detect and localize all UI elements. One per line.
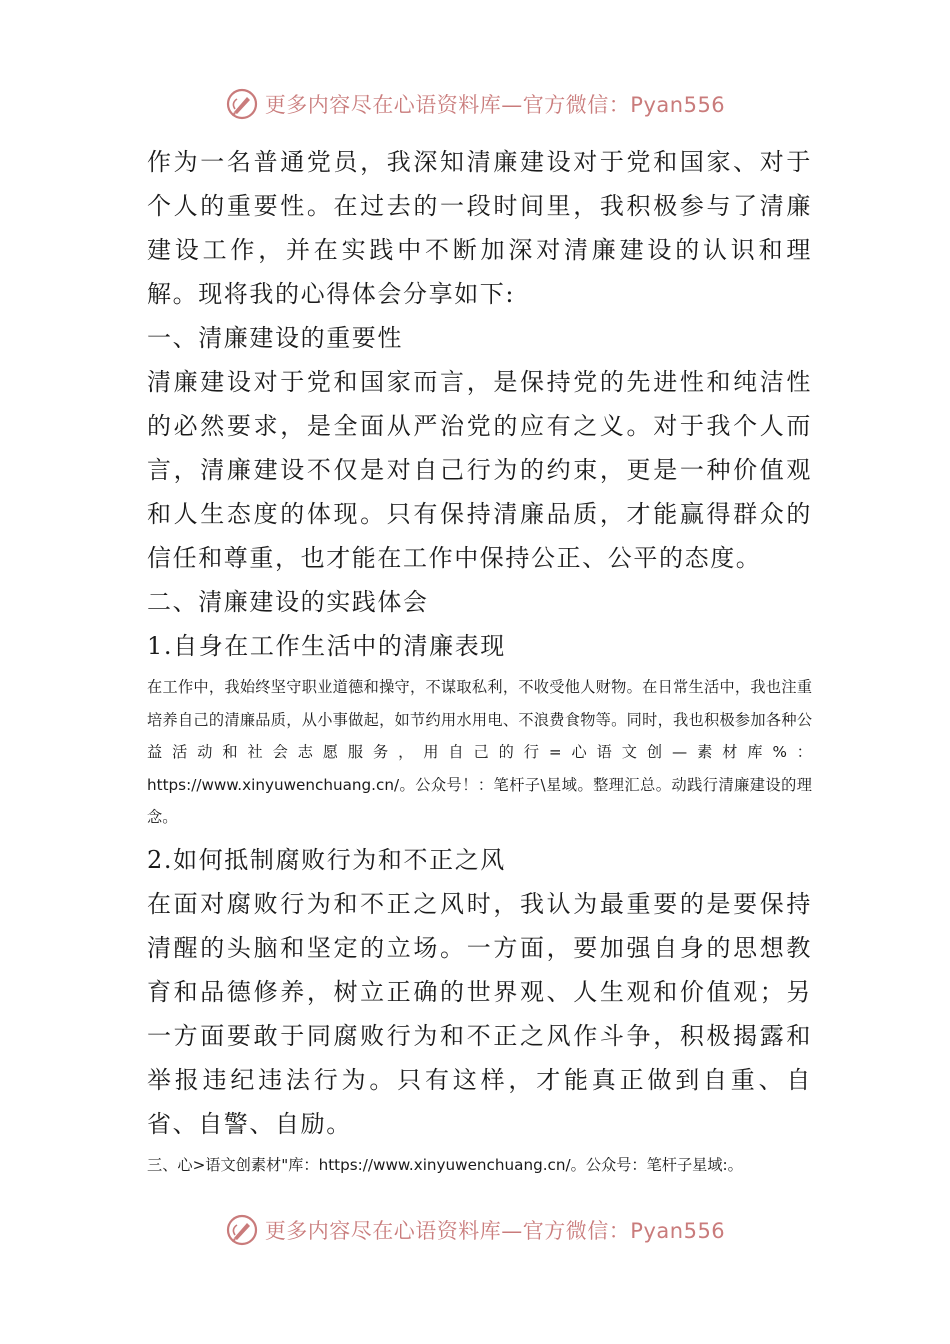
intro-paragraph: 作为一名普通党员，我深知清廉建设对于党和国家、对于个人的重要性。在过去的一段时间里，我积极参与了清廉建设工作，并在实践中不断加深对清廉建设的认识和理解。现将我的心得体会分享如下: xyxy=(147,148,812,308)
document-body xyxy=(147,140,812,1185)
section1-paragraph: 清廉建设对于党和国家而言，是保持党的先进性和纯洁性的必然要求，是全面从严治党的应有之义。对于我个人而言，清廉建设不仅是对自己行为的约束，更是一种价值观和人生态度的体现。只有保持清廉品质，才能赢得群众的信任和尊重，也才能在工作中保持公正、公平的态度。 xyxy=(147,368,812,572)
section3-line: 三、心>语文创素材"库：https://www.xinyuwenchuang.cn/。公众号：笔杆子星域:。 xyxy=(147,1155,743,1174)
section2-heading: 二、清廉建设的实践体会 xyxy=(147,588,429,616)
pen-circle-logo-icon xyxy=(225,1213,259,1247)
subsection2-paragraph: 在面对腐败行为和不正之风时，我认为最重要的是要保持清醒的头脑和坚定的立场。一方面，要加强自身的思想教育和品德修养，树立正确的世界观、人生观和价值观；另一方面要敢于同腐败行为和不正之风作斗争，积极揭露和举报违纪违法行为。只有这样，才能真正做到自重、自省、自警、自励。 xyxy=(147,889,812,1138)
subsection2-heading: 2.如何抵制腐败行为和不正之风 xyxy=(147,845,506,874)
subsection1-paragraph: 在工作中，我始终坚守职业道德和操守，不谋取私利，不收受他人财物。在日常生活中，我也注重培养自己的清廉品质，从小事做起，如节约用水用电、不浪费食物等。同时，我也积极参加各种公益活动和社会志愿服务，用自己的行=心语文创—素材库%：https://www.xinyuwenchuang.cn/。公众号！：笔杆子\星域。整理汇总。动践行清廉建设的理念。 xyxy=(147,678,812,826)
pen-circle-logo-icon xyxy=(225,87,259,121)
header-banner xyxy=(0,84,950,124)
footer-banner xyxy=(0,1210,950,1250)
footer-banner-text: 更多内容尽在心语资料库—官方微信：Pyan556 xyxy=(264,1219,726,1243)
section1-heading: 一、清廉建设的重要性 xyxy=(147,324,403,352)
subsection1-heading: 1.自身在工作生活中的清廉表现 xyxy=(147,632,506,660)
header-banner-text: 更多内容尽在心语资料库—官方微信：Pyan556 xyxy=(264,93,726,117)
